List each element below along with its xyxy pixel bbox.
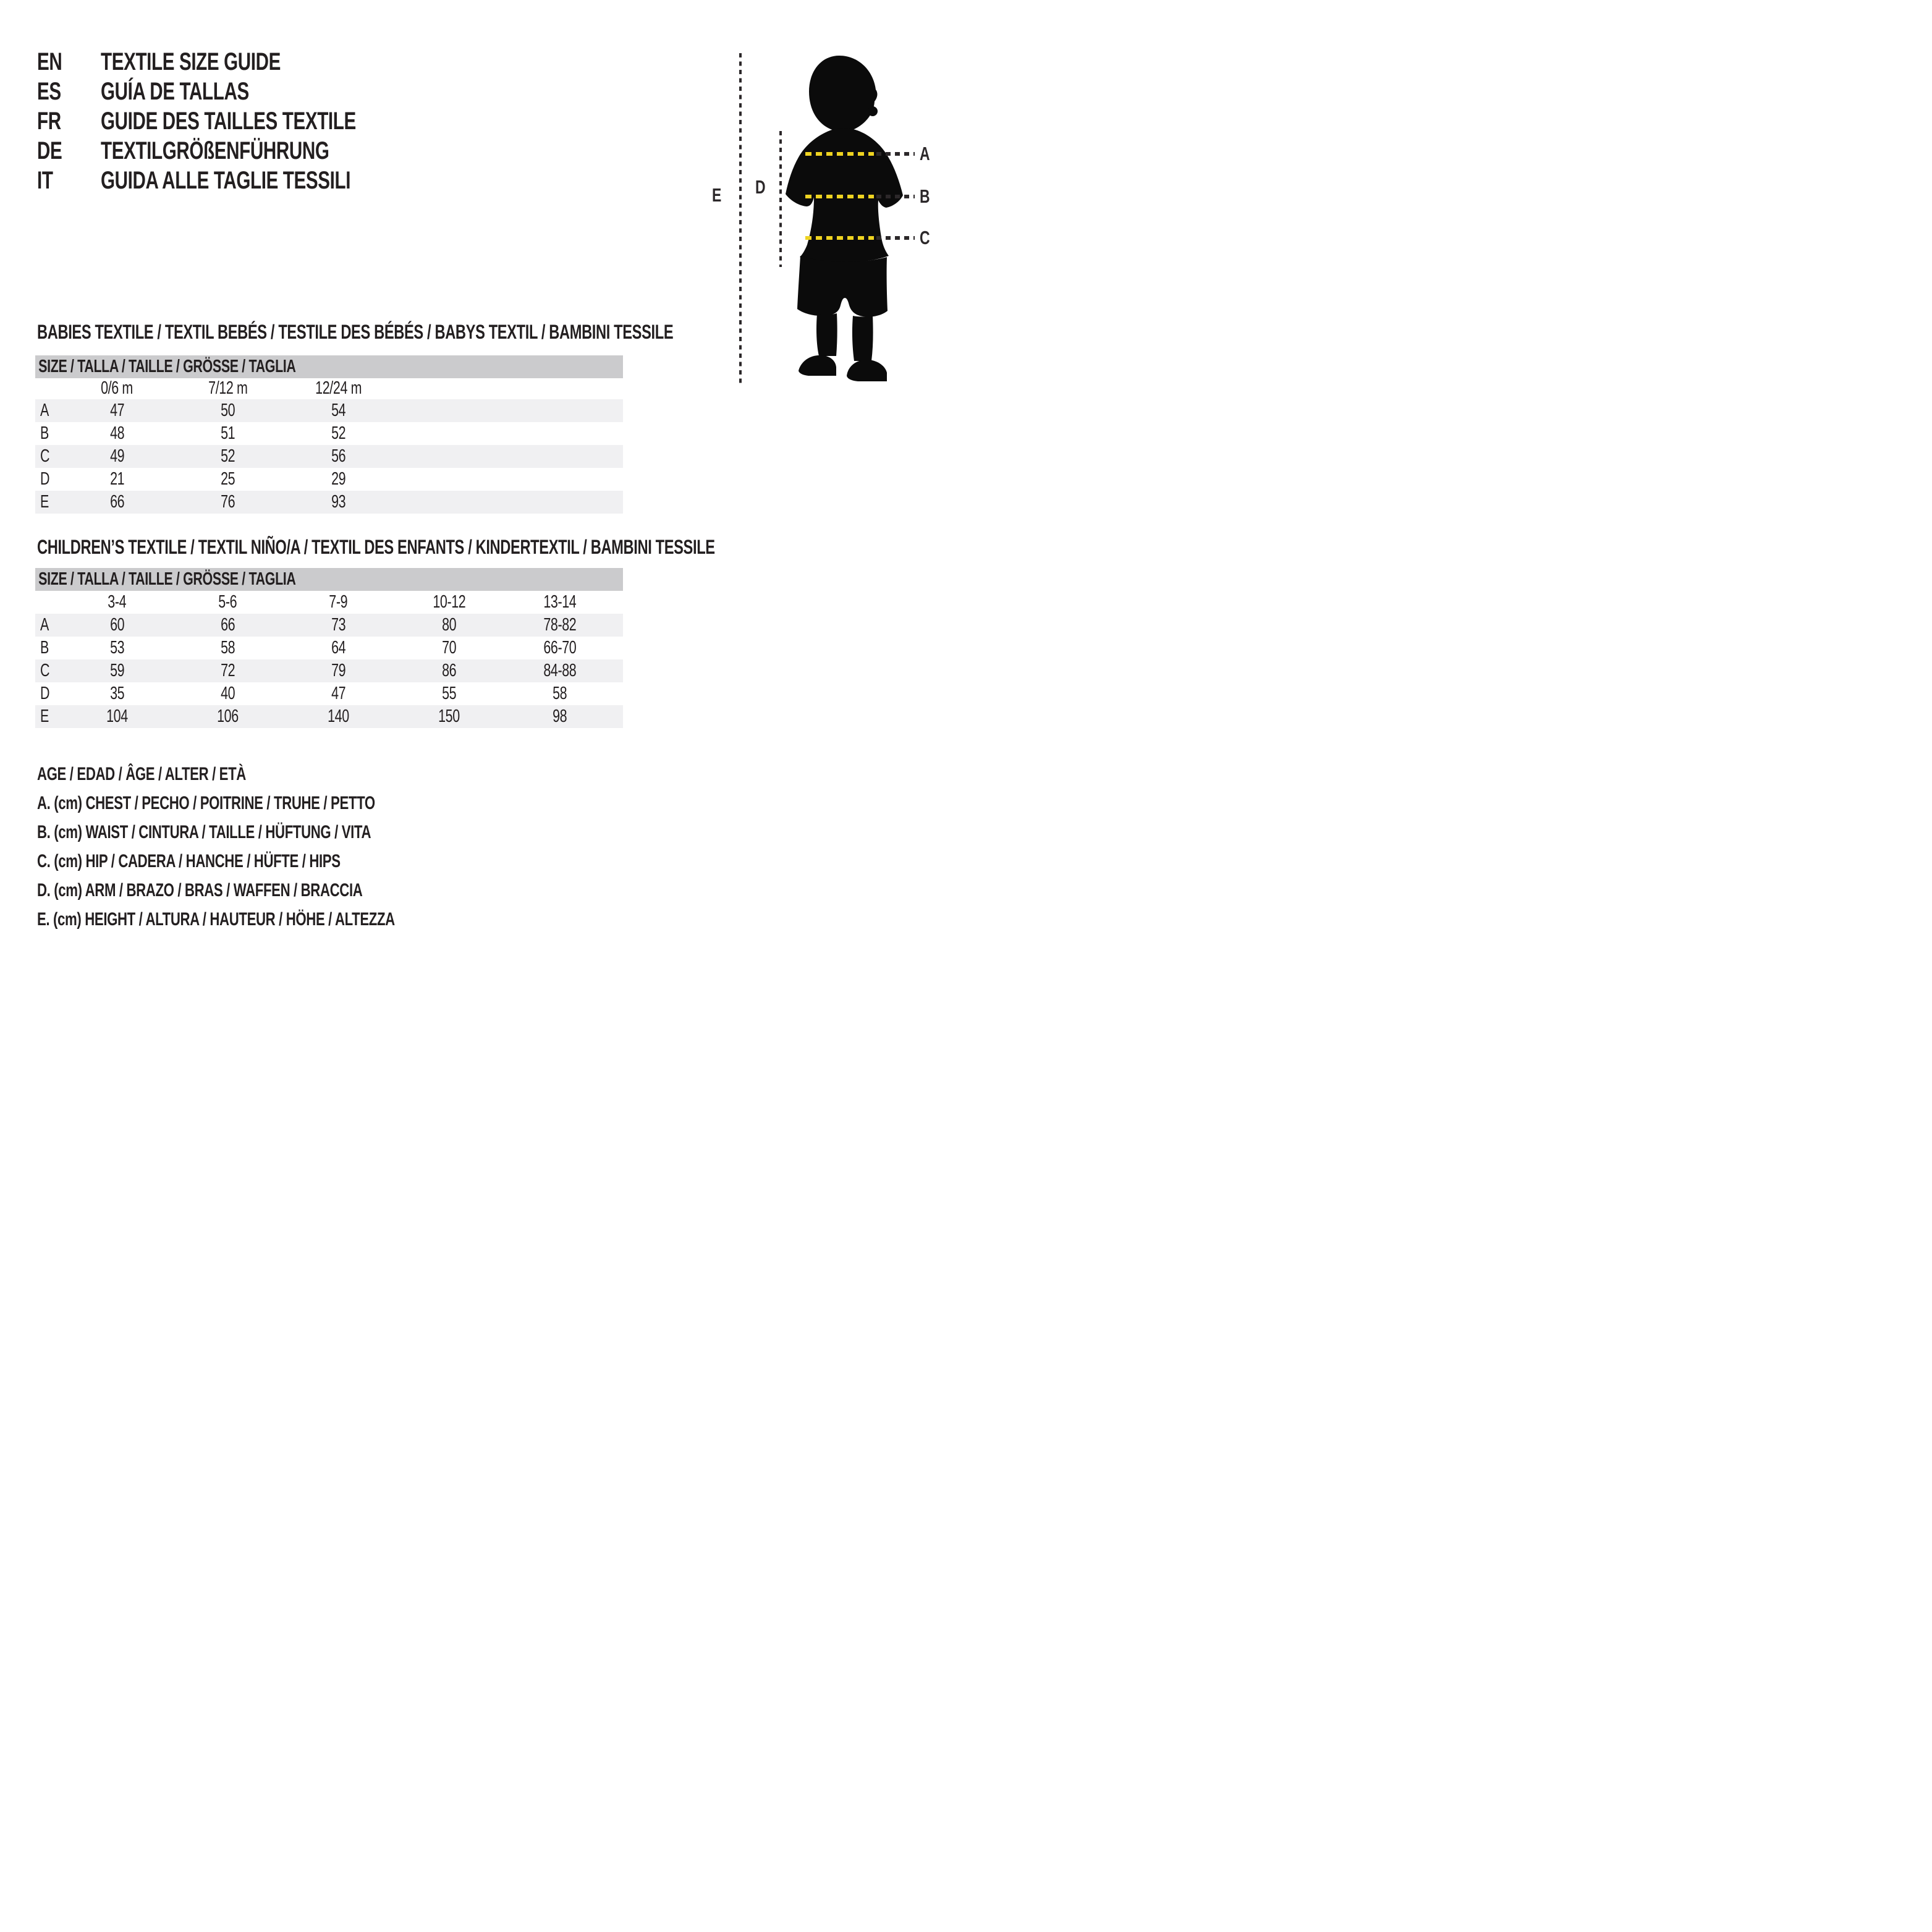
babies-col-1: 7/12 m xyxy=(208,378,248,398)
lang-code-fr: FR xyxy=(37,107,61,135)
legend-hip: C. (cm) HIP / CADERA / HANCHE / HÜFTE / HIPS xyxy=(37,850,341,871)
hip-dash-yellow xyxy=(805,236,874,240)
babies-row-E: E 66 76 93 xyxy=(35,491,623,514)
children-section-title: CHILDREN’S TEXTILE / TEXTIL NIÑO/A / TEXTIL DES ENFANTS / KINDERTEXTIL / BAMBINI TESSILE xyxy=(37,536,715,558)
title-en: TEXTILE SIZE GUIDE xyxy=(101,48,281,75)
lang-code-en: EN xyxy=(37,48,62,75)
babies-column-header-row xyxy=(35,377,623,400)
arm-measure-line-D xyxy=(779,131,782,267)
children-row-C: C 59 72 79 86 84-88 xyxy=(35,659,623,682)
language-header xyxy=(37,47,446,195)
babies-size-header-text: SIZE / TALLA / TAILLE / GRÖSSE / TAGLIA xyxy=(38,357,296,376)
babies-size-header-bar xyxy=(35,355,623,378)
silhouette-left-shoe xyxy=(799,355,836,376)
measurement-legend xyxy=(37,760,520,934)
babies-row-D: D 21 25 29 xyxy=(40,469,346,489)
title-de: TEXTILGRÖßENFÜHRUNG xyxy=(101,137,329,164)
figure-label-arm: D xyxy=(755,176,766,198)
waist-dash-dark xyxy=(876,195,915,198)
textile-size-guide-page xyxy=(0,0,966,966)
title-fr: GUIDE DES TAILLES TEXTILE xyxy=(101,107,356,135)
babies-col-0: 0/6 m xyxy=(101,378,133,398)
children-col-4: 13-14 xyxy=(543,592,577,612)
chest-dash-dark xyxy=(876,152,915,156)
silhouette-shorts xyxy=(797,256,888,317)
legend-waist: B. (cm) WAIST / CINTURA / TAILLE / HÜFTUNG / VITA xyxy=(37,821,371,842)
lang-row-fr xyxy=(37,106,446,136)
figure-label-hip: C xyxy=(920,227,930,248)
legend-arm: D. (cm) ARM / BRAZO / BRAS / WAFFEN / BRACCIA xyxy=(37,879,363,900)
children-size-header-bar xyxy=(35,568,623,591)
children-row-E: E 104 106 140 150 98 xyxy=(35,705,623,728)
babies-row-B: B 48 51 52 xyxy=(40,423,346,443)
lang-code-it: IT xyxy=(37,166,53,194)
hip-measure-line xyxy=(805,236,917,240)
figure-label-waist: B xyxy=(920,185,930,207)
lang-row-es xyxy=(37,77,446,106)
legend-chest: A. (cm) CHEST / PECHO / POITRINE / TRUHE / PETTO xyxy=(37,792,375,813)
figure-label-height: E xyxy=(712,184,721,206)
children-col-0: 3-4 xyxy=(108,592,127,612)
legend-age: AGE / EDAD / ÂGE / ALTER / ETÀ xyxy=(37,763,246,784)
babies-row-A: A 47 50 54 xyxy=(35,399,623,422)
children-row-D: D 35 40 47 55 58 xyxy=(40,684,567,703)
babies-col-2: 12/24 m xyxy=(315,378,362,398)
lang-code-de: DE xyxy=(37,137,62,164)
silhouette-nose xyxy=(868,106,878,116)
title-it: GUIDA ALLE TAGLIE TESSILI xyxy=(101,166,351,194)
children-size-header-text: SIZE / TALLA / TAILLE / GRÖSSE / TAGLIA xyxy=(38,569,296,589)
babies-row-C: C 49 52 56 xyxy=(35,445,623,468)
lang-row-en xyxy=(37,47,446,77)
waist-dash-yellow xyxy=(805,195,874,198)
children-column-header-row xyxy=(35,591,623,614)
children-col-3: 10-12 xyxy=(432,592,466,612)
title-es: GUÍA DE TALLAS xyxy=(101,77,249,105)
chest-measure-line xyxy=(805,152,917,156)
legend-height: E. (cm) HEIGHT / ALTURA / HAUTEUR / HÖHE / ALTEZZA xyxy=(37,909,395,930)
silhouette-right-shoe xyxy=(847,360,887,381)
children-col-2: 7-9 xyxy=(329,592,348,612)
chest-dash-yellow xyxy=(805,152,874,156)
babies-section-title: BABIES TEXTILE / TEXTIL BEBÉS / TESTILE DES BÉBÉS / BABYS TEXTIL / BAMBINI TESSILE xyxy=(37,321,674,343)
children-row-B: B 53 58 64 70 66-70 xyxy=(40,638,577,658)
children-row-A: A 60 66 73 80 78-82 xyxy=(35,614,623,637)
hip-dash-dark xyxy=(876,236,915,240)
lang-row-de xyxy=(37,136,446,166)
waist-measure-line xyxy=(805,195,917,198)
figure-label-chest: A xyxy=(920,143,930,164)
lang-code-es: ES xyxy=(37,77,61,105)
lang-row-it xyxy=(37,166,446,195)
silhouette-head xyxy=(809,56,877,132)
children-col-1: 5-6 xyxy=(218,592,237,612)
